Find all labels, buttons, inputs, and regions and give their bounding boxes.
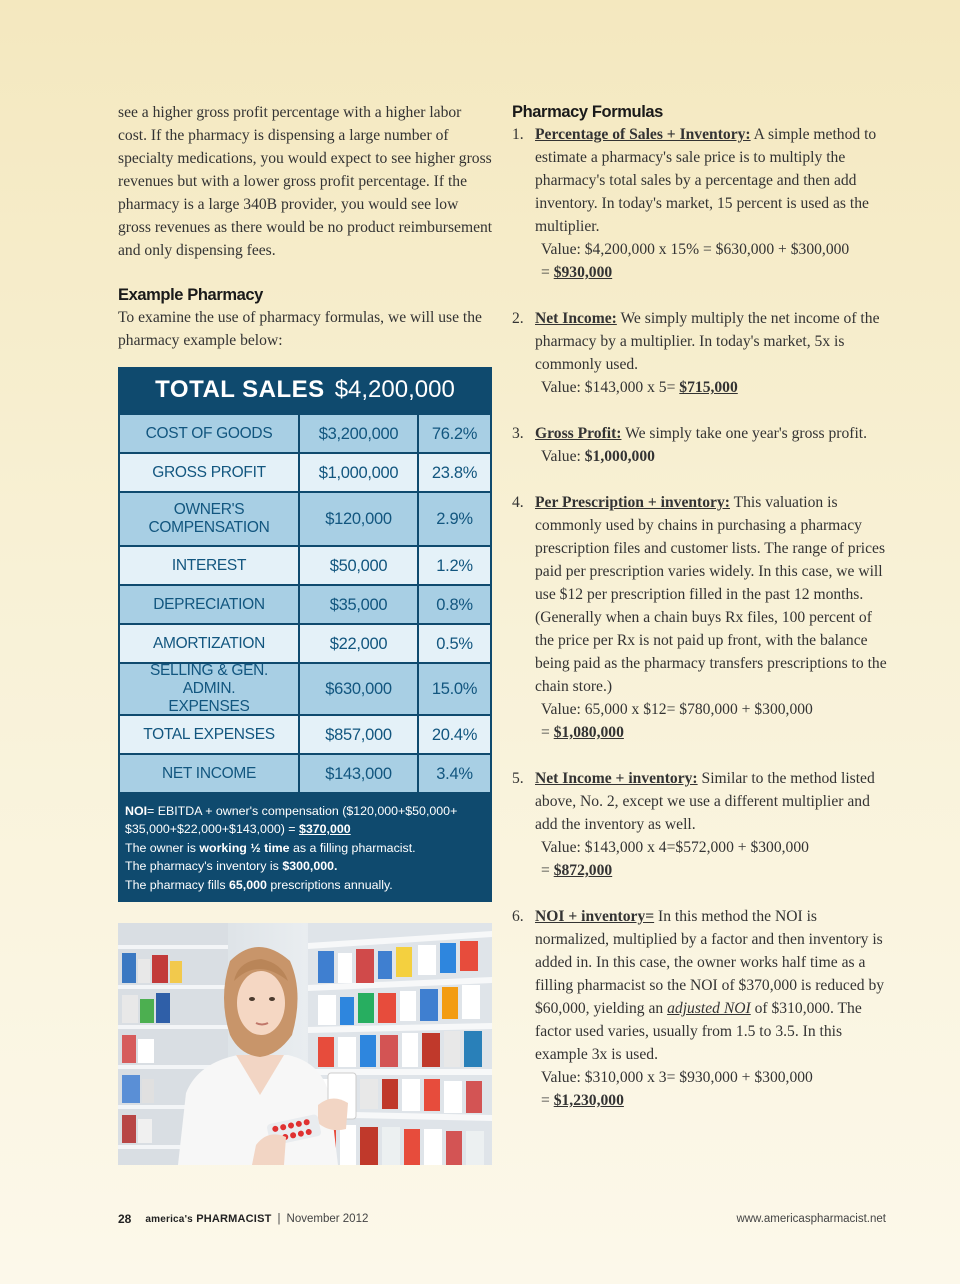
row-percent: 0.5% <box>419 625 490 662</box>
owner-note-post: as a filling pharmacist. <box>289 840 416 855</box>
table-row <box>118 714 492 753</box>
row-amount: $857,000 <box>300 716 417 753</box>
list-item <box>512 307 892 376</box>
table-row <box>118 491 492 545</box>
noi-text: = EBITDA + owner's compensation ($120,000+$50,000+ $35,000+$22,000+$143,000) = <box>125 804 458 837</box>
table-title-label: TOTAL SALES <box>155 376 325 403</box>
pharmacist-photo <box>118 923 492 1165</box>
row-amount: $630,000 <box>300 664 417 714</box>
item-value <box>512 445 892 468</box>
value-result: $715,000 <box>679 379 738 396</box>
item-text: We simply multiply the net income of the pharmacy by a multiplier. In today's market, 5x is commonly used. <box>535 310 880 373</box>
item-text: Similar to the method listed above, No. 2, except we use a different multiplier and add the inventory as well. <box>535 770 875 833</box>
row-label: SELLING & GEN. ADMIN. EXPENSES <box>120 664 298 714</box>
value-result: $872,000 <box>553 862 613 879</box>
fills-note-post: prescriptions annually. <box>266 877 393 892</box>
footer-separator: | <box>277 1213 281 1225</box>
list-item <box>512 123 892 238</box>
item-title: NOI + inventory= <box>535 908 655 925</box>
value-result: $1,230,000 <box>553 1092 624 1109</box>
row-percent: 20.4% <box>419 716 490 753</box>
value-result: $1,000,000 <box>584 448 655 465</box>
formulas-list <box>512 123 892 1112</box>
value-prefix: = <box>541 862 554 879</box>
row-percent: 1.2% <box>419 547 490 584</box>
page-footer <box>118 1211 886 1227</box>
page-number: 28 <box>118 1212 132 1226</box>
row-amount: $143,000 <box>300 755 417 792</box>
item-text: This valuation is commonly used by chains in purchasing a pharmacy prescription files and customer lists. The range of prices paid per prescription varies widely. In this case, we will use $12 per prescription filled in the past 12 months. (Generally when a chain buys Rx files, 100 percent of the price per Rx is not paid up front, with the balance being paid as the pharmacy transfers prescriptions to the chain store.) <box>535 494 887 695</box>
item-title: Percentage of Sales + Inventory: <box>535 126 751 143</box>
row-label: NET INCOME <box>120 755 298 792</box>
logo-small-text: america's <box>145 1214 193 1225</box>
value-prefix: = <box>541 1092 554 1109</box>
row-label: COST OF GOODS <box>120 415 298 452</box>
item-title: Per Prescription + inventory: <box>535 494 730 511</box>
item-title: Net Income + inventory: <box>535 770 698 787</box>
owner-note-pre: The owner is <box>125 840 200 855</box>
row-percent: 2.9% <box>419 493 490 545</box>
row-percent: 15.0% <box>419 664 490 714</box>
row-label: AMORTIZATION <box>120 625 298 662</box>
inventory-note-pre: The pharmacy's inventory is <box>125 859 283 874</box>
example-pharmacy-heading: Example Pharmacy <box>118 286 263 304</box>
item-value <box>512 836 892 882</box>
item-value <box>512 1066 892 1112</box>
item-title: Net Income: <box>535 310 617 327</box>
table-row <box>118 452 492 491</box>
value-prefix: Value: <box>541 448 585 465</box>
item-text-pre: In this method the NOI is normalized, multiplied by a factor and then inventory is added in. In this case, the owner works half time as a filling pharmacist so the NOI of $370,000 is reduced by $60,000, yielding an <box>535 908 885 1017</box>
owner-note-bold: working ½ time <box>199 840 290 855</box>
intro-paragraph: see a higher gross profit percentage with a higher labor cost. If the pharmacy is dispensing a large number of specialty medications, you would expect to see higher gross revenues but with a lower gross profit percentage. If the pharmacy is a large 340B provider, you would see low gross revenues as there would be no product reimbursement and only dispensing fees. <box>118 104 493 259</box>
item-title: Gross Profit: <box>535 425 622 442</box>
list-item <box>512 422 892 445</box>
noi-value: $370,000 <box>298 822 351 837</box>
table-title-value: $4,200,000 <box>334 376 455 403</box>
magazine-logo <box>145 1213 271 1225</box>
item-value <box>512 698 892 744</box>
item-text: A simple method to estimate a pharmacy's sale price is to multiply the pharmacy's total sales by a percentage and then add inventory. In today's market, 15 percent is used as the multiplier. <box>535 126 877 235</box>
fills-note <box>125 876 485 894</box>
website-link[interactable]: www.americaspharmacist.net <box>736 1213 886 1225</box>
item-number: 2. <box>512 310 524 327</box>
row-amount: $3,200,000 <box>300 415 417 452</box>
item-value <box>512 238 892 284</box>
value-line: Value: $310,000 x 3= $930,000 + $300,000 <box>541 1069 813 1086</box>
row-label: OWNER'S COMPENSATION <box>120 493 298 545</box>
table-row <box>118 623 492 662</box>
value-prefix: = <box>541 264 554 281</box>
row-percent: 3.4% <box>419 755 490 792</box>
row-label: GROSS PROFIT <box>120 454 298 491</box>
row-label: TOTAL EXPENSES <box>120 716 298 753</box>
item-number: 1. <box>512 126 524 143</box>
pharmacist-illustration <box>118 923 492 1165</box>
pharmacy-formulas-heading: Pharmacy Formulas <box>512 103 663 121</box>
list-item <box>512 767 892 836</box>
item-number: 3. <box>512 425 524 442</box>
item-text: We simply take one year's gross profit. <box>621 425 868 442</box>
table-notes <box>118 792 492 902</box>
table-row <box>118 662 492 714</box>
table-row <box>118 753 492 792</box>
value-line: Value: $4,200,000 x 15% = $630,000 + $300,000 <box>541 241 850 258</box>
row-amount: $22,000 <box>300 625 417 662</box>
value-line: Value: 65,000 x $12= $780,000 + $300,000 <box>541 701 813 718</box>
table-row <box>118 545 492 584</box>
row-label: INTEREST <box>120 547 298 584</box>
row-percent: 76.2% <box>419 415 490 452</box>
row-percent: 23.8% <box>419 454 490 491</box>
value-line: Value: $143,000 x 4=$572,000 + $300,000 <box>541 839 809 856</box>
logo-big-text: PHARMACIST <box>196 1213 272 1225</box>
example-intro: To examine the use of pharmacy formulas, we will use the pharmacy example below: <box>118 309 482 349</box>
inventory-note <box>125 857 485 875</box>
owner-note <box>125 839 485 857</box>
item-number: 6. <box>512 908 524 925</box>
table-row <box>118 584 492 623</box>
item-value <box>512 376 892 399</box>
list-item <box>512 491 892 698</box>
inventory-note-bold: $300,000. <box>282 859 338 874</box>
list-item <box>512 905 892 1066</box>
table-title <box>118 367 492 413</box>
table-row <box>118 413 492 452</box>
value-result: $1,080,000 <box>553 724 624 741</box>
fills-note-pre: The pharmacy fills <box>125 877 229 892</box>
item-text-italic: adjusted NOI <box>667 1000 751 1017</box>
left-column <box>118 101 494 352</box>
item-number: 4. <box>512 494 524 511</box>
value-result: $930,000 <box>553 264 613 281</box>
total-sales-table <box>118 367 492 902</box>
noi-label: NOI <box>125 804 148 818</box>
item-text-post: of $310,000. The factor used varies, usually from 1.5 to 3.5. In this example 3x is used. <box>535 1000 862 1063</box>
noi-note <box>125 802 485 839</box>
row-amount: $120,000 <box>300 493 417 545</box>
row-label: DEPRECIATION <box>120 586 298 623</box>
item-number: 5. <box>512 770 524 787</box>
right-column <box>512 101 892 1112</box>
value-prefix: = <box>541 724 554 741</box>
row-amount: $1,000,000 <box>300 454 417 491</box>
row-amount: $50,000 <box>300 547 417 584</box>
fills-note-bold: 65,000 <box>228 877 267 892</box>
row-percent: 0.8% <box>419 586 490 623</box>
row-amount: $35,000 <box>300 586 417 623</box>
value-prefix: Value: $143,000 x 5= <box>541 379 680 396</box>
issue-date: November 2012 <box>286 1213 369 1225</box>
